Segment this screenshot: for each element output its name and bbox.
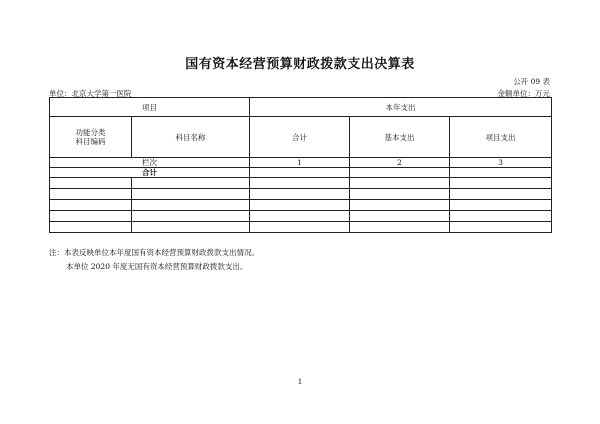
table-cell — [132, 200, 250, 211]
col-basic-expenditure: 基本支出 — [350, 117, 450, 158]
total-cell — [350, 168, 450, 178]
table-cell — [132, 189, 250, 200]
expenditure-table — [49, 97, 552, 233]
header-item: 项目 — [50, 98, 250, 117]
table-cell — [50, 178, 132, 189]
header-year-expenditure: 本年支出 — [250, 98, 552, 117]
table-cell — [450, 200, 552, 211]
table-cell — [350, 200, 450, 211]
table-cell — [132, 222, 250, 233]
form-number: 公开 09 表 — [513, 77, 550, 86]
table-cell — [50, 189, 132, 200]
table-cell — [50, 211, 132, 222]
table-total-row — [50, 168, 552, 178]
table-cell — [250, 189, 350, 200]
sequence-2: 2 — [350, 158, 450, 168]
col-subject-name: 科目名称 — [132, 117, 250, 158]
table-cell — [350, 178, 450, 189]
col-function-code: 功能分类 科目编码 — [50, 117, 132, 158]
table-row — [50, 189, 552, 200]
footnote-line-1: 注：本表反映单位本年度国有资本经营预算财政拨款支出情况。 — [49, 248, 259, 257]
table-cell — [450, 189, 552, 200]
table-sequence-row — [50, 158, 552, 168]
table-cell — [450, 211, 552, 222]
col-project-expenditure: 项目支出 — [450, 117, 552, 158]
footnote-line-2: 本单位 2020 年度无国有资本经营预算财政拨款支出。 — [66, 262, 248, 271]
table-cell — [250, 222, 350, 233]
total-label: 合计 — [50, 168, 250, 178]
sequence-label: 栏次 — [50, 158, 250, 168]
table-header-row — [50, 98, 552, 117]
table-cell — [250, 200, 350, 211]
table-row — [50, 200, 552, 211]
table-cell — [350, 211, 450, 222]
table-cell — [450, 222, 552, 233]
table-cell — [132, 178, 250, 189]
table-cell — [50, 200, 132, 211]
document-title: 国有资本经营预算财政拨款支出决算表 — [185, 57, 415, 72]
table-cell — [250, 211, 350, 222]
page-number: 1 — [297, 377, 303, 386]
table-cell — [250, 178, 350, 189]
amount-unit: 金额单位：万元 — [497, 89, 550, 98]
table-cell — [450, 178, 552, 189]
sequence-3: 3 — [450, 158, 552, 168]
table-row — [50, 222, 552, 233]
col-total: 合计 — [250, 117, 350, 158]
table-column-row — [50, 117, 552, 158]
table-row — [50, 211, 552, 222]
table-cell — [132, 211, 250, 222]
table-cell — [50, 222, 132, 233]
reporting-unit: 单位：北京大学第一医院 — [49, 89, 132, 98]
sequence-1: 1 — [250, 158, 350, 168]
table-cell — [350, 189, 450, 200]
table-row — [50, 178, 552, 189]
total-cell — [450, 168, 552, 178]
total-cell — [250, 168, 350, 178]
table-cell — [350, 222, 450, 233]
